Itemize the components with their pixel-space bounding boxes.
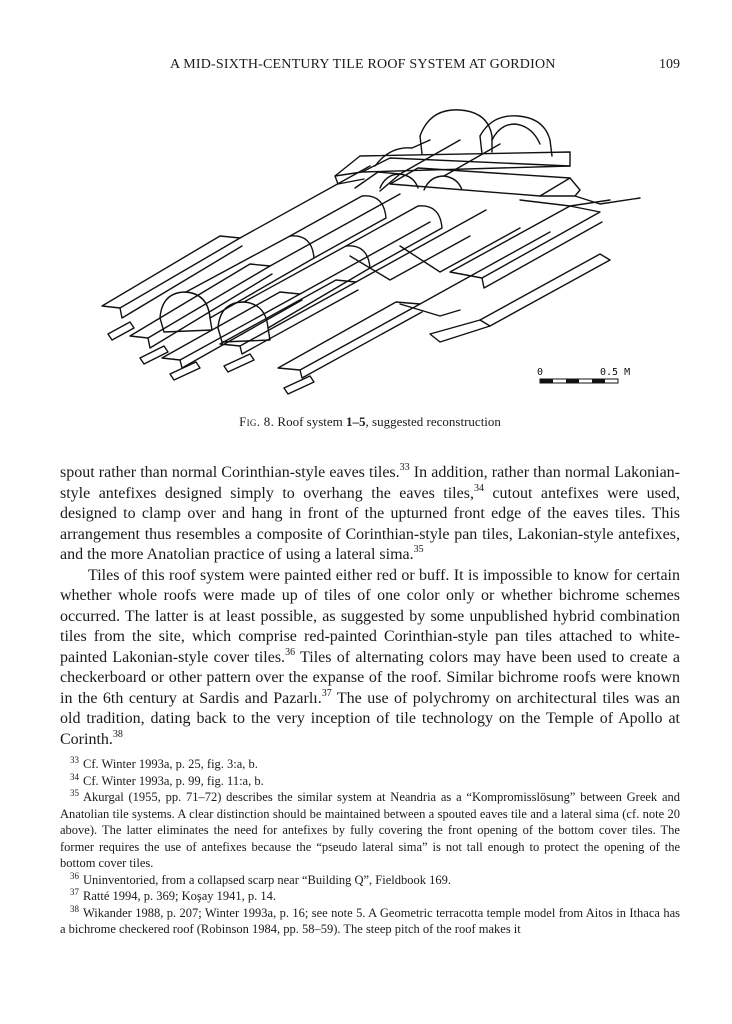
scale-bar — [537, 367, 630, 383]
paragraph-2-text-1: Tiles of this roof system were painted either red or buff. It is impossible to know for certain whether whole roofs were made up of tiles of one color only or whether bichrome schemes occurred. The latter is at least possible, as suggested by some unpublished hybrid combination tiles from the site, which comprise red-painted Corinthian-style pan tiles attached to white-painted Lakonian-style cover tiles. — [60, 566, 680, 666]
footnote-36 — [60, 872, 680, 889]
footnote-number: 36 — [70, 870, 79, 881]
footnote-35 — [60, 789, 680, 872]
running-head-title: A MID-SIXTH-CENTURY TILE ROOF SYSTEM AT GORDION — [170, 57, 556, 72]
paragraph-1-text-1: spout rather than normal Corinthian-style eaves tiles. — [60, 464, 400, 481]
body-text — [60, 463, 680, 750]
footnote-34 — [60, 773, 680, 790]
page-number: 109 — [659, 57, 680, 72]
footnote-ref-35[interactable]: 35 — [413, 544, 424, 555]
paragraph-2-text-3: The use of polychromy on architectural tiles was an old tradition, dating back to the very inception of tile technology on the Temple of Apollo at Corinth. — [60, 689, 681, 748]
footnote-ref-38[interactable]: 38 — [112, 728, 123, 740]
footnote-number: 38 — [70, 903, 79, 914]
caption-text-pre: Roof system — [277, 414, 347, 429]
footnote-text: Cf. Winter 1993a, p. 25, fig. 3:a, b. — [83, 757, 258, 771]
footnote-ref-36[interactable]: 36 — [285, 646, 296, 658]
footnote-37 — [60, 888, 680, 905]
footnote-text: Ratté 1994, p. 369; Koşay 1941, p. 14. — [83, 889, 277, 903]
footnote-text: Cf. Winter 1993a, p. 99, fig. 11:a, b. — [83, 773, 264, 788]
footnote-number: 35 — [70, 788, 79, 798]
caption-text-post: , suggested reconstruction — [365, 414, 501, 429]
figure-roof-reconstruction — [100, 96, 660, 396]
footnote-ref-37[interactable]: 37 — [321, 687, 332, 699]
paragraph-2-text-2: Tiles of alternating colors may have been used to create a checkerboard or other pattern over the expanse of the roof. Similar bichrome roofs were known in the 6th century at Sardis and Pazarlı. — [60, 648, 680, 707]
scale-start-label: 0 — [537, 367, 544, 378]
paragraph-1-text-3: cutout antefixes were used, designed to clamp over and hang in front of the upturned front edge of the eaves tiles. This arrangement thus resembles a composite of Corinthian-style pan tiles, Lakonian-style antefixes, and the more Anatolian practice of using a lateral sima. — [60, 484, 680, 563]
upper-tile-assembly — [335, 110, 640, 206]
footnote-38 — [60, 905, 680, 938]
paragraph-1-text-2: In addition, rather than normal Lakonian-style antefixes designed simply to overhang the eaves tiles, — [60, 464, 681, 502]
footnote-number: 33 — [70, 755, 79, 765]
paragraph-2 — [60, 566, 680, 751]
lower-tile-assembly — [102, 166, 610, 394]
paragraph-1 — [60, 463, 680, 566]
footnote-text: Akurgal (1955, pp. 71–72) describes the similar system at Neandria as a “Kompromisslösung” between Greek and Anatolian tile systems. A clear distinction should be maintained between a spouted eaves tile and a lateral sima (cf. note 20 above). The latter eliminates the need for antefixes by fully covering the front opening of the bottom cover tiles. The former requires the use of antefixes because the “pseudo lateral sima” is not tall enough to protect the opening of the bottom cover tiles. — [60, 790, 680, 870]
caption-catalog-range: 1–5 — [346, 414, 366, 429]
footnotes — [60, 756, 680, 938]
scale-end-label: 0.5 M — [600, 367, 631, 378]
footnote-text: Wikander 1988, p. 207; Winter 1993a, p. 16; see note 5. A Geometric terracotta temple model from Aitos in Ithaca has a bichrome checkered roof (Robinson 1984, pp. 58–59). The steep pitch of the roof makes it — [60, 905, 680, 936]
footnote-number: 34 — [70, 771, 79, 782]
roof-system-drawing — [100, 96, 660, 396]
running-head — [60, 57, 680, 77]
footnote-33 — [60, 756, 680, 773]
footnote-text: Uninventoried, from a collapsed scarp near “Building Q”, Fieldbook 169. — [83, 872, 451, 887]
figure-caption — [60, 414, 680, 430]
footnote-number: 37 — [70, 887, 79, 897]
footnote-ref-33[interactable]: 33 — [399, 462, 410, 473]
caption-figure-label: Fig. 8. — [239, 414, 275, 429]
footnote-ref-34[interactable]: 34 — [473, 482, 484, 494]
